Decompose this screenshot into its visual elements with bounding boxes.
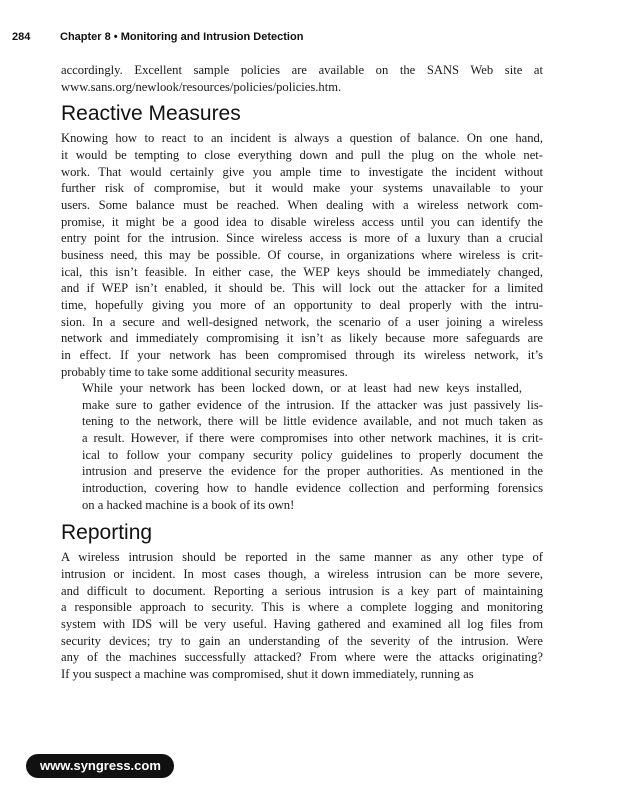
text-line: sion. In a secure and well-designed network, the scenario of a user joining a wireless [61,314,543,329]
text-line: ical, this isn’t feasible. In either case, the WEP keys should be immediately changed, [61,264,543,279]
text-line: entry point for the intrusion. Since wireless access is more of a luxury than a crucial [61,231,543,246]
text-line: in effect. If your network has been compromised through its wireless network, it’s [61,347,543,362]
text-line: a result. However, if there were compromises into other network machines, it is crit- [82,431,543,446]
text-line: make sure to gather evidence of the intrusion. If the attacker was just passively lis- [82,397,543,412]
footer-url-badge: www.syngress.com [26,754,174,778]
text-line: further risk of compromise, but it would make your systems unavailable to your [61,181,543,196]
text-line: a responsible approach to security. This is where a complete logging and monitoring [61,600,543,615]
text-line: business need, this may be possible. Of course, in organizations where wireless is crit- [61,247,543,262]
reactive-measures-paragraph-2 [61,380,543,513]
section-heading-reporting: Reporting [61,521,153,545]
text-line: on a hacked machine is a book of its own! [82,497,295,512]
text-line: time, hopefully giving you more of an opportunity to deal properly with the intru- [61,297,543,312]
text-line: it would be tempting to close everything down and pull the plug on the whole net- [61,147,543,162]
text-line: network and immediately compromising it isn’t as likely because more safeguards are [61,331,543,346]
text-line: promise, it might be a good idea to disable wireless access until you can identify the [61,214,543,229]
text-line: and if WEP isn’t enabled, it should be. This will lock out the attacker for a limited [61,281,543,296]
text-line: accordingly. Excellent sample policies are available on the SANS Web site at [61,63,543,77]
text-line: security devices; try to gain an understanding of the severity of the intrusion. Were [61,633,543,648]
text-line: intrusion or incident. In most cases though, a wireless intrusion can be more severe, [61,567,543,582]
text-line: A wireless intrusion should be reported in the same manner as any other type of [61,550,543,565]
text-line: tening to the network, there will be little evidence available, and not much taken as [82,414,543,429]
running-header [12,31,303,43]
text-line: and difficult to document. Reporting a serious intrusion is a key part of maintaining [61,583,543,598]
text-line: users. Some balance must be reached. When dealing with a wireless network com- [61,197,543,212]
text-line: While your network has been locked down, or at least had new keys installed, [82,381,522,396]
text-line: any of the machines successfully attacked? From where were the attacks originating? [61,650,543,665]
text-line: system with IDS will be very useful. Having gathered and examined all log files from [61,617,543,632]
intro-paragraph [61,62,543,95]
section-heading-reactive-measures: Reactive Measures [61,102,241,126]
reporting-paragraph-1 [61,549,543,682]
text-line: ical to follow your company security policy guidelines to properly document the [82,447,543,462]
text-line: introduction, covering how to handle evidence collection and performing forensics [82,481,543,496]
text-line: Knowing how to react to an incident is always a question of balance. On one hand, [61,131,543,146]
text-line: intrusion and preserve the evidence for the proper authorities. As mentioned in the [82,464,543,479]
page-number: 284 [12,31,31,43]
text-line: If you suspect a machine was compromised, shut it down immediately, running as [61,667,474,681]
text-line: work. That would certainly give you ample time to investigate the incident without [61,164,543,179]
text-line: www.sans.org/newlook/resources/policies/policies.htm. [61,79,342,94]
chapter-title: Chapter 8 • Monitoring and Intrusion Detection [60,31,304,43]
text-line: probably time to take some additional security measures. [61,364,348,379]
page-content [61,62,543,683]
reactive-measures-paragraph-1 [61,130,543,380]
